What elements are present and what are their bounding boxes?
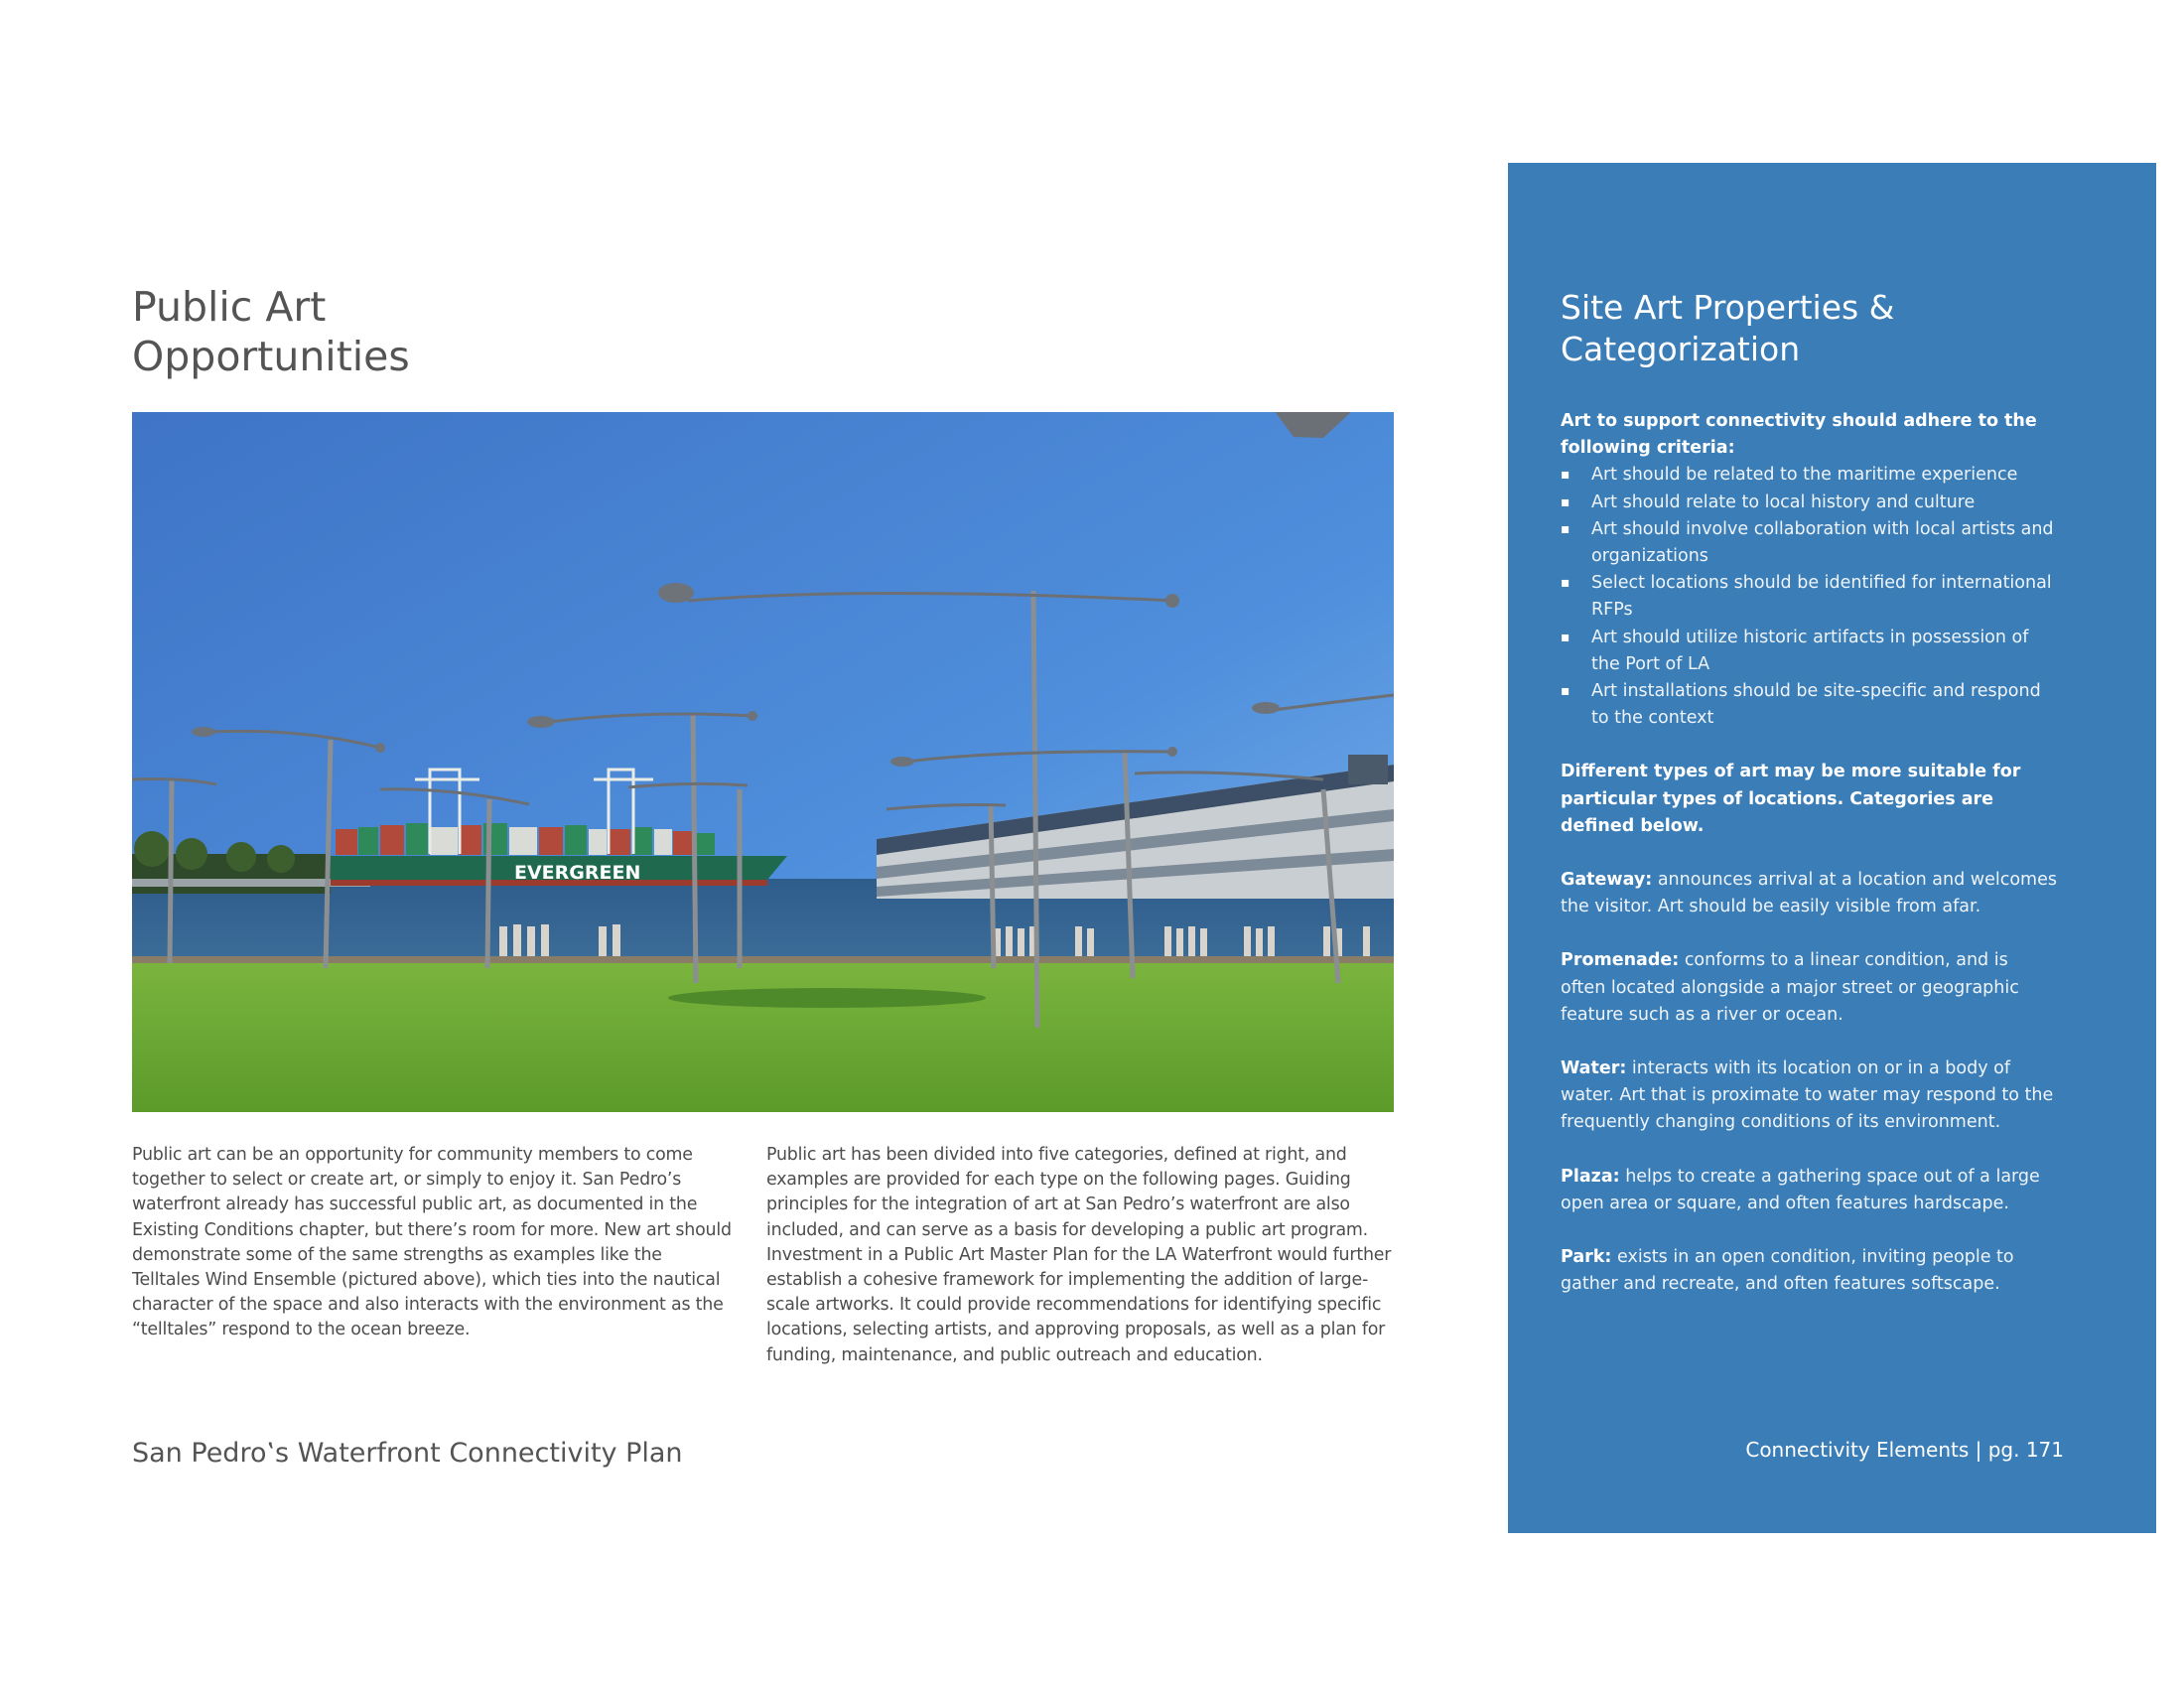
category-plaza	[1561, 1164, 2057, 1217]
category-description: exists in an open condition, inviting people to gather and recreate, and often features softscape.	[1561, 1247, 2014, 1295]
category-gateway	[1561, 867, 2057, 920]
category-name: Water:	[1561, 1058, 1627, 1079]
telltales-photo	[132, 412, 1394, 1112]
category-description: conforms to a linear condition, and is often located alongside a major street or geographic feature such as a river or ocean.	[1561, 950, 2019, 1025]
sidebar-title	[1561, 287, 2116, 370]
category-name: Promenade:	[1561, 950, 1680, 971]
intro-paragraph-left: Public art can be an opportunity for community members to come together to select or create art, or simply to enjoy it. San Pedro’s waterfront already has successful public art, as documented in the Existing Conditions chapter, but there’s room for more. New art should demonstrate some of the same strengths as examples like the Telltales Wind Ensemble (pictured above), which ties into the nautical character of the space and also interacts with the environment as the “telltales” respond to the ocean breeze.	[132, 1145, 732, 1340]
categories-intro: Different types of art may be more suitable for particular types of locations. Categories are defined below.	[1561, 762, 2021, 836]
page-title	[132, 282, 728, 381]
criteria-item: ▪ Art should utilize historic artifacts in possession of the Port of LA	[1561, 625, 2057, 678]
category-description: helps to create a gathering space out of a large open area or square, and often features hardscape.	[1561, 1166, 2040, 1213]
category-name: Plaza:	[1561, 1166, 1620, 1187]
category-description: interacts with its location on or in a body of water. Art that is proximate to water may respond to the frequently changing conditions of its environment.	[1561, 1058, 2054, 1133]
criteria-item: ▪ Art should involve collaboration with local artists and organizations	[1561, 516, 2057, 570]
page-title-line-2: Opportunities	[132, 333, 410, 380]
criteria-item: ▪ Art should be related to the maritime experience	[1561, 462, 2057, 489]
category-promenade	[1561, 947, 2057, 1029]
criteria-intro: Art to support connectivity should adhere to the following criteria:	[1561, 411, 2037, 459]
category-name: Park:	[1561, 1247, 1612, 1268]
criteria-list	[1561, 462, 2057, 732]
ship-name-label: EVERGREEN	[514, 862, 641, 884]
criteria-item: ▪ Art should relate to local history and culture	[1561, 490, 2057, 516]
page-number-footer: Connectivity Elements | pg. 171	[1745, 1438, 2064, 1462]
site-art-sidebar	[1508, 163, 2156, 1533]
category-description: announces arrival at a location and welcomes the visitor. Art should be easily visible from afar.	[1561, 870, 2057, 917]
category-water	[1561, 1055, 2057, 1137]
sidebar-body	[1561, 408, 2057, 1325]
criteria-item: ▪ Select locations should be identified for international RFPs	[1561, 570, 2057, 624]
page-title-line-1: Public Art	[132, 283, 327, 331]
criteria-item: ▪ Art installations should be site-specific and respond to the context	[1561, 678, 2057, 732]
sidebar-title-line-1: Site Art Properties &	[1561, 288, 1895, 327]
category-park	[1561, 1244, 2057, 1298]
document-title-footer: San Pedro‛s Waterfront Connectivity Plan	[132, 1438, 683, 1469]
sidebar-title-line-2: Categorization	[1561, 330, 1801, 368]
category-name: Gateway:	[1561, 870, 1653, 891]
intro-paragraph-right: Public art has been divided into five categories, defined at right, and examples are provided for each type on the following pages. Guiding principles for the integration of art at San Pedro’s waterfront are also included, and can serve as a basis for developing a public art program. Investment in a Public Art Master Plan for the LA Waterfront would further establish a cohesive framework for implementing the addition of large-scale artworks. It could provide recommendations for identifying specific locations, selecting artists, and approving proposals, as well as a plan for funding, maintenance, and public outreach and education.	[766, 1145, 1392, 1365]
